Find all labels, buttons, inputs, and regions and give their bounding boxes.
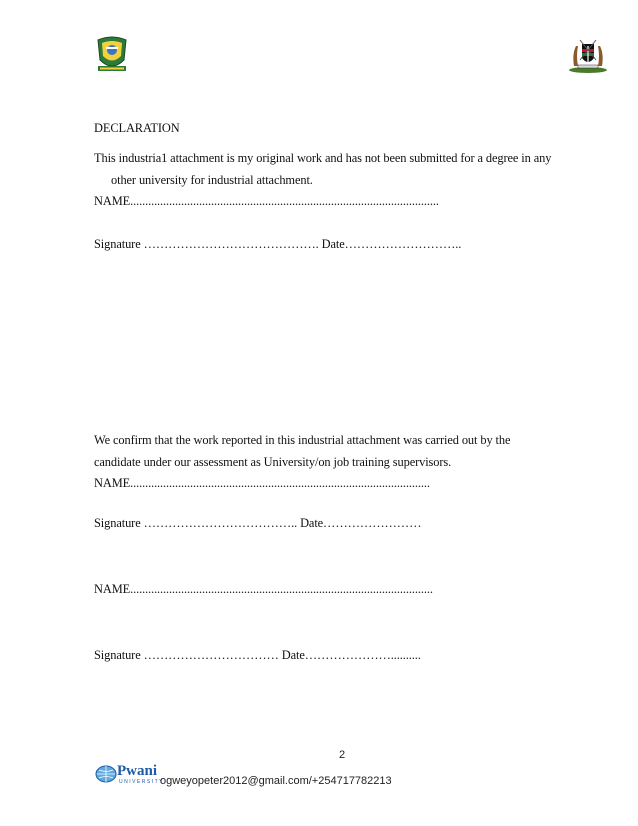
- declaration-name-line: NAME.......................................................................................................: [94, 194, 439, 208]
- supervisor-2-signature-line: Signature …………………………… Date…………………..........: [94, 648, 421, 662]
- footer-contact: ogweyopeter2012@gmail.com/+254717782213: [160, 775, 392, 787]
- confirmation-text-line-2: candidate under our assessment as University/on job training supervisors.: [94, 455, 452, 469]
- pwani-logo-sub: UNIVERSITY: [119, 779, 165, 785]
- declaration-signature-line: Signature ……………………………………. Date………………………..: [94, 237, 462, 251]
- supervisor-1-name-line: NAME....................................................................................................: [94, 476, 430, 490]
- pwani-logo-word: Pwani: [117, 763, 158, 779]
- declaration-heading: DECLARATION: [94, 121, 180, 135]
- kenya-coat-of-arms-icon: [566, 36, 610, 74]
- declaration-text-line-2: other university for industrial attachment.: [111, 173, 313, 187]
- confirmation-text-line-1: We confirm that the work reported in this industrial attachment was carried out by the: [94, 433, 511, 447]
- county-crest-icon: [94, 34, 130, 74]
- supervisor-2-name-line: NAME.....................................................................................................: [94, 582, 433, 596]
- declaration-text-line-1: This industria1 attachment is my original work and has not been submitted for a degree in any: [94, 151, 552, 165]
- supervisor-1-signature-line: Signature ……………………………….. Date……………………: [94, 516, 422, 530]
- globe-icon: [95, 764, 117, 784]
- page-number: 2: [339, 749, 346, 761]
